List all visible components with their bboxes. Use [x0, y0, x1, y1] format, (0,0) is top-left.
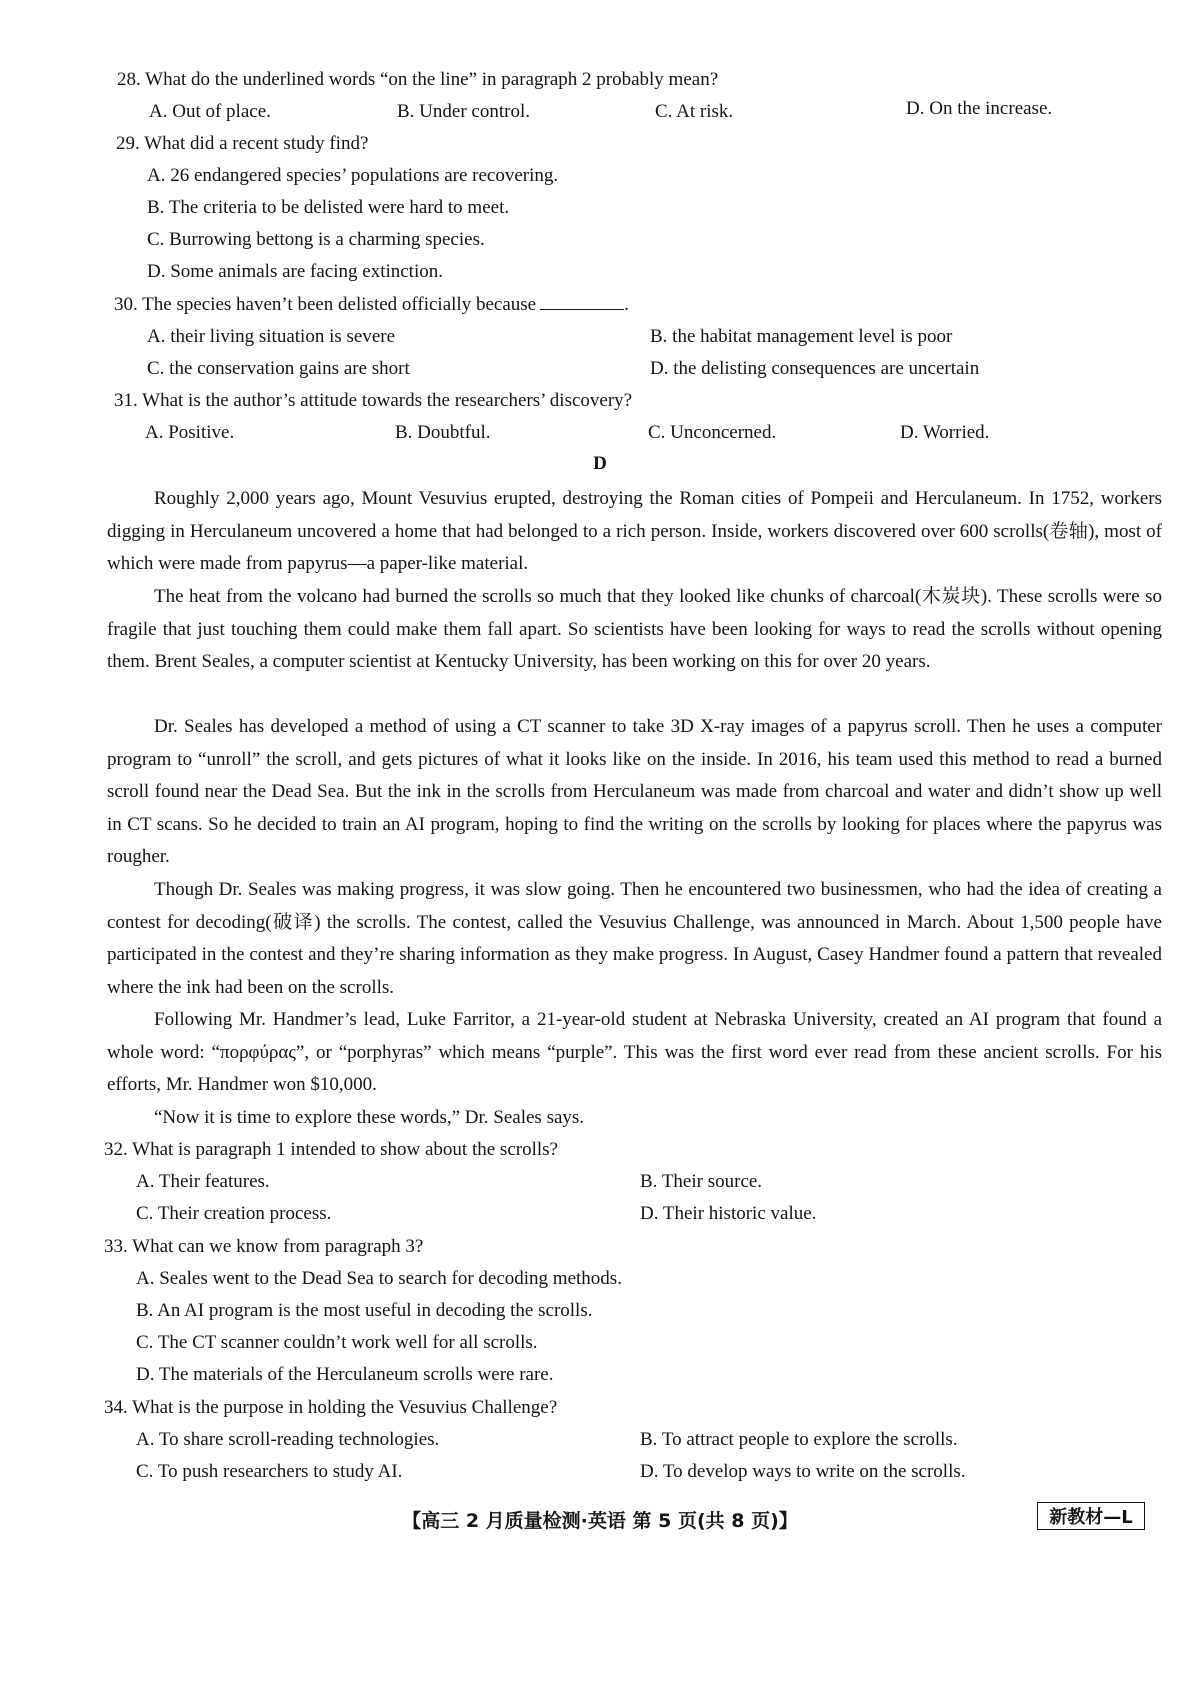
question-33-option-d: D. The materials of the Herculaneum scrolls were rare.: [136, 1364, 554, 1385]
answer-blank: [540, 293, 624, 310]
question-28-option-c: C. At risk.: [655, 101, 734, 122]
question-32-option-d: D. Their historic value.: [640, 1203, 817, 1224]
passage-paragraph-5: Following Mr. Handmer’s lead, Luke Farritor, a 21-year-old student at Nebraska University, created an AI program that found a whole word: “πορφύρας”, or “porphyras” which means “purple”. This was the first word ever read from these ancient scrolls. For his efforts, Mr. Handmer won $10,000.: [107, 1009, 1162, 1096]
question-32-option-c: C. Their creation process.: [136, 1203, 332, 1224]
question-30-option-d: D. the delisting consequences are uncertain: [650, 358, 980, 379]
question-29-stem: 29. What did a recent study find?: [116, 133, 369, 154]
question-28-option-b: B. Under control.: [397, 101, 530, 122]
passage-paragraph-3: Dr. Seales has developed a method of using a CT scanner to take 3D X-ray images of a papyrus scroll. Then he uses a computer program to “unroll” the scroll, and gets pictures of what it looks like on the inside. In 2016, his team used this method to read a burned scroll found near the Dead Sea. But the ink in the scrolls from Herculaneum was made from charcoal and water and didn’t show up well in CT scans. So he decided to train an AI program, hoping to find the writing on the scrolls by looking for places where the papyrus was rougher.: [107, 716, 1162, 868]
question-33-stem: 33. What can we know from paragraph 3?: [104, 1236, 424, 1257]
question-30-stem-end: .: [624, 294, 629, 315]
question-31-option-a: A. Positive.: [145, 422, 235, 443]
question-30-stem-text: 30. The species haven’t been delisted officially because: [114, 294, 537, 315]
question-30-option-b: B. the habitat management level is poor: [650, 326, 953, 347]
question-33-option-c: C. The CT scanner couldn’t work well for all scrolls.: [136, 1332, 538, 1353]
question-31-option-b: B. Doubtful.: [395, 422, 491, 443]
question-28-option-a: A. Out of place.: [149, 101, 271, 122]
question-34-option-c: C. To push researchers to study AI.: [136, 1461, 403, 1482]
question-30-option-c: C. the conservation gains are short: [147, 358, 410, 379]
question-33-option-a: A. Seales went to the Dead Sea to search for decoding methods.: [136, 1268, 622, 1289]
passage-paragraph-1: Roughly 2,000 years ago, Mount Vesuvius erupted, destroying the Roman cities of Pompeii and Herculaneum. In 1752, workers digging in Herculaneum uncovered a home that had belonged to a rich person. Inside, workers discovered over 600 scrolls(卷轴), most of which were made from papyrus—a paper-like material.: [107, 488, 1162, 575]
question-32-stem: 32. What is paragraph 1 intended to show about the scrolls?: [104, 1139, 558, 1160]
question-29-option-b: B. The criteria to be delisted were hard to meet.: [147, 197, 510, 218]
question-33-option-b: B. An AI program is the most useful in decoding the scrolls.: [136, 1300, 593, 1321]
question-29-option-a: A. 26 endangered species’ populations are recovering.: [147, 165, 559, 186]
passage-paragraph-6: “Now it is time to explore these words,” Dr. Seales says.: [154, 1107, 585, 1128]
question-29-option-d: D. Some animals are facing extinction.: [147, 261, 443, 282]
section-heading-d: D: [593, 453, 607, 474]
question-29-option-c: C. Burrowing bettong is a charming species.: [147, 229, 485, 250]
question-31-stem: 31. What is the author’s attitude towards the researchers’ discovery?: [114, 390, 633, 411]
question-31-option-c: C. Unconcerned.: [648, 422, 777, 443]
question-34-option-d: D. To develop ways to write on the scrolls.: [640, 1461, 966, 1482]
question-32-option-b: B. Their source.: [640, 1171, 763, 1192]
question-34-stem: 34. What is the purpose in holding the Vesuvius Challenge?: [104, 1397, 558, 1418]
edition-tag: 新教材—L: [1037, 1502, 1145, 1530]
passage-paragraph-2: The heat from the volcano had burned the scrolls so much that they looked like chunks of charcoal(木炭块). These scrolls were so fragile that just touching them could make them fall apart. So scientists have been looking for ways to read the scrolls without opening them. Brent Seales, a computer scientist at Kentucky University, has been working on this for over 20 years.: [107, 586, 1162, 673]
question-34-option-a: A. To share scroll-reading technologies.: [136, 1429, 440, 1450]
question-31-option-d: D. Worried.: [900, 422, 990, 443]
question-34-option-b: B. To attract people to explore the scrolls.: [640, 1429, 958, 1450]
question-32-option-a: A. Their features.: [136, 1171, 270, 1192]
question-30-option-a: A. their living situation is severe: [147, 326, 396, 347]
question-28-stem: 28. What do the underlined words “on the line” in paragraph 2 probably mean?: [117, 69, 719, 90]
question-30-stem: [114, 293, 629, 317]
question-28-option-d: D. On the increase.: [906, 98, 1053, 119]
page-footer: 【高三 2 月质量检测·英语 第 5 页(共 8 页)】: [402, 1510, 798, 1532]
passage-paragraph-4: Though Dr. Seales was making progress, it was slow going. Then he encountered two businessmen, who had the idea of creating a contest for decoding(破译) the scrolls. The contest, called the Vesuvius Challenge, was announced in March. About 1,500 people have participated in the contest and they’re sharing information as they make progress. In August, Casey Handmer found a pattern that revealed where the ink had been on the scrolls.: [107, 879, 1162, 998]
